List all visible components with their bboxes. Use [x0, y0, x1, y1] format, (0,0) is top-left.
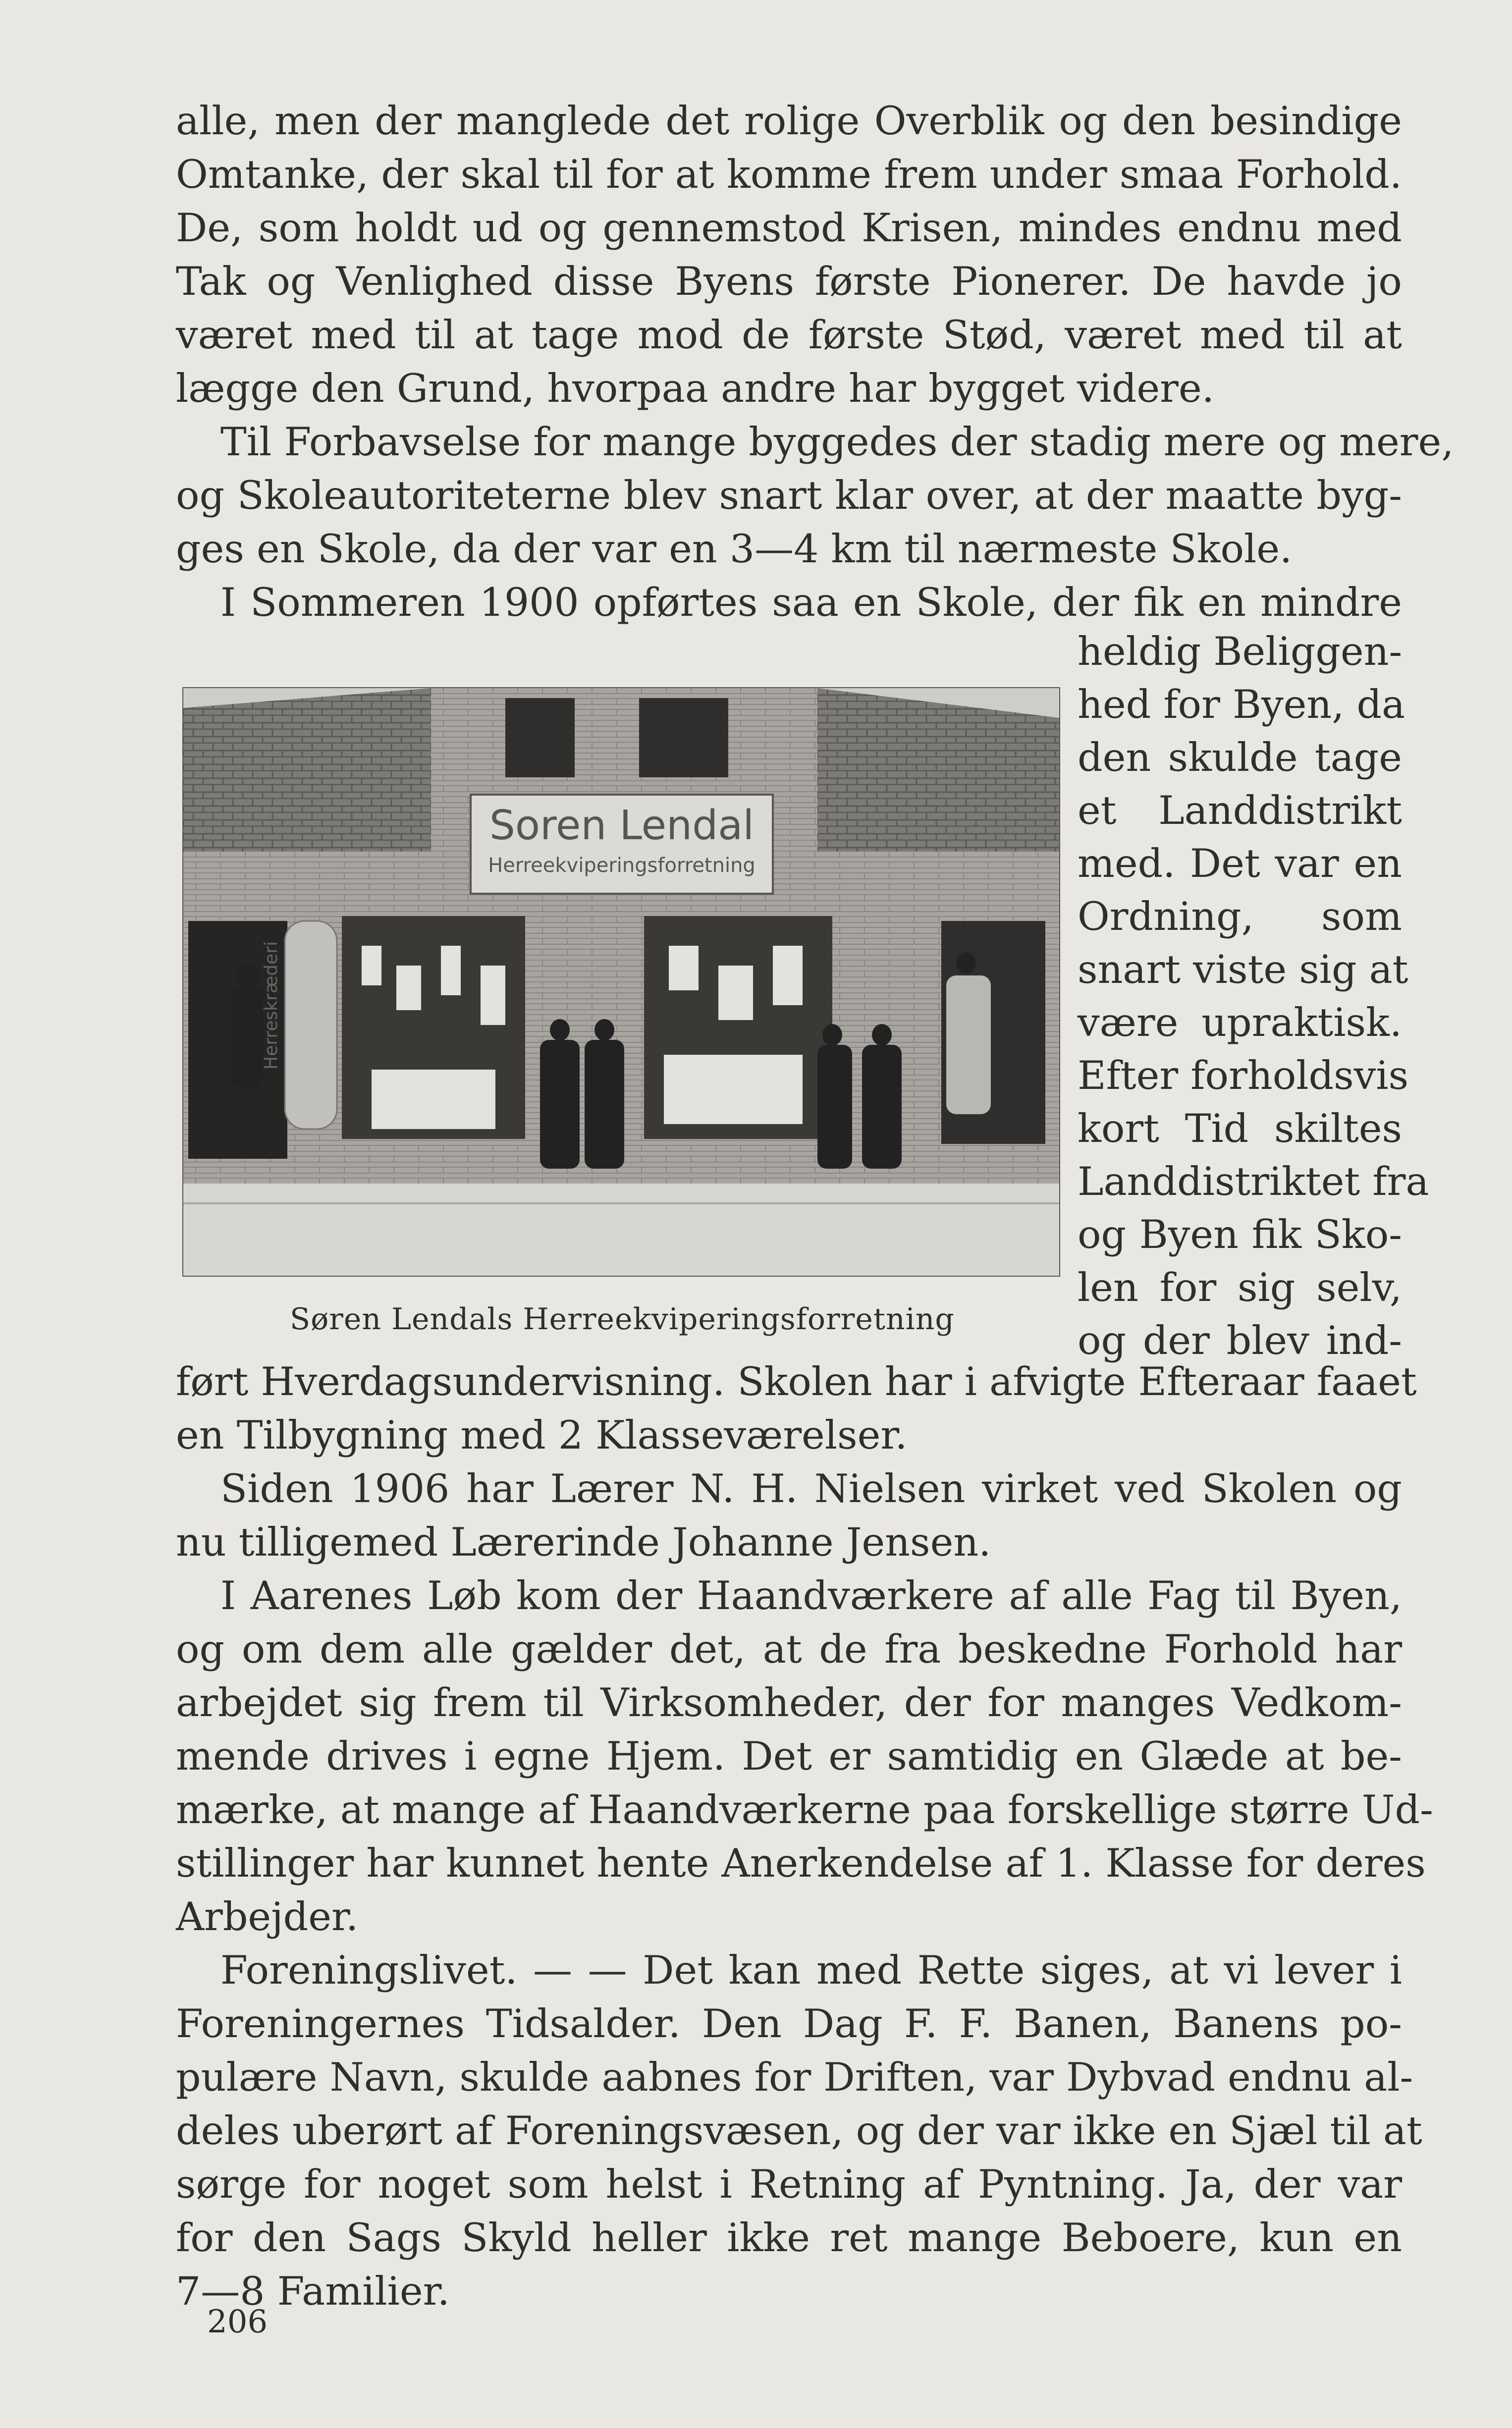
text-line: deles uberørt af Foreningsvæsen, og der var ikke en Sjæl til at: [176, 2108, 1422, 2154]
text-line: være upraktisk.: [1078, 1000, 1402, 1045]
text-line: Tak og Venlighed disse Byens første Pionerer. De havde jo: [176, 259, 1402, 304]
shop-photo-illustration: [183, 688, 1059, 1276]
text-line: Efter forholdsvis: [1078, 1053, 1409, 1098]
text-line: I Sommeren 1900 opførtes saa en Skole, der fik en mindre: [220, 580, 1402, 625]
text-line: Arbejder.: [176, 1894, 359, 1940]
door-sign: Herreskræderi: [261, 941, 281, 1070]
text-line: alle, men der manglede det rolige Overblik og den besindige: [176, 98, 1402, 144]
text-line: 7—8 Familier.: [176, 2268, 450, 2314]
photo-caption: Søren Lendals Herreekviperingsforretning: [290, 1302, 955, 1337]
shop-photograph: [182, 687, 1060, 1277]
text-line: mende drives i egne Hjem. Det er samtidig en Glæde at be-: [176, 1733, 1402, 1779]
text-line: og om dem alle gælder det, at de fra beskedne Forhold har: [176, 1626, 1402, 1672]
text-line: og Skoleautoriteterne blev snart klar over, at der maatte byg-: [176, 473, 1402, 518]
text-line: og Byen fik Sko-: [1078, 1212, 1402, 1257]
text-line: lægge den Grund, hvorpaa andre har bygget videre.: [176, 366, 1214, 411]
text-line: snart viste sig at: [1078, 947, 1408, 992]
text-line: I Aarenes Løb kom der Haandværkere af alle Fag til Byen,: [220, 1573, 1402, 1619]
text-line: været med til at tage mod de første Stød, været med til at: [176, 312, 1402, 358]
text-line: sørge for noget som helst i Retning af Pyntning. Ja, der var: [176, 2161, 1402, 2207]
text-line: den skulde tage: [1078, 735, 1402, 780]
text-line: hed for Byen, da: [1078, 682, 1405, 727]
text-line: Siden 1906 har Lærer N. H. Nielsen virket ved Skolen og: [220, 1466, 1402, 1511]
text-line: Foreningernes Tidsalder. Den Dag F. F. Banen, Banens po-: [176, 2001, 1402, 2047]
text-line: stillinger har kunnet hente Anerkendelse af 1. Klasse for deres: [176, 1840, 1426, 1886]
text-line: ges en Skole, da der var en 3—4 km til nærmeste Skole.: [176, 526, 1293, 572]
text-line: og der blev ind-: [1078, 1318, 1402, 1363]
text-line: med. Det var en: [1078, 841, 1402, 886]
text-line: len for sig selv,: [1078, 1265, 1402, 1310]
text-line: arbejdet sig frem til Virksomheder, der for manges Vedkom-: [176, 1680, 1402, 1726]
text-line: for den Sags Skyld heller ikke ret mange Beboere, kun en: [176, 2215, 1402, 2261]
text-line: heldig Beliggen-: [1078, 629, 1403, 674]
text-line: Omtanke, der skal til for at komme frem under smaa Forhold.: [176, 152, 1402, 197]
text-block-top: [176, 94, 1454, 629]
text-line: mærke, at mange af Haandværkerne paa forskellige større Ud-: [176, 1787, 1433, 1833]
text-line: Ordning, som: [1078, 894, 1402, 939]
text-line: Landdistriktet fra: [1078, 1159, 1429, 1204]
text-line: Til Forbavselse for mange byggedes der stadig mere og mere,: [220, 419, 1454, 465]
text-line: ført Hverdagsundervisning. Skolen har i afvigte Efteraar faaet: [176, 1359, 1417, 1404]
text-line: De, som holdt ud og gennemstod Krisen, mindes endnu med: [176, 205, 1402, 251]
shop-sign-name: Soren Lendal: [489, 802, 755, 849]
text-line: pulære Navn, skulde aabnes for Driften, var Dybvad endnu al-: [176, 2054, 1413, 2100]
text-line: Foreningslivet. — — Det kan med Rette siges, at vi lever i: [220, 1947, 1402, 1993]
text-line: kort Tid skiltes: [1078, 1106, 1402, 1151]
text-block-bottom: [176, 1355, 1433, 2318]
text-block-side: [1078, 625, 1429, 1367]
text-line: en Tilbygning med 2 Klasseværelser.: [176, 1412, 908, 1458]
page-number: 206: [207, 2304, 268, 2340]
text-line: nu tilligemed Lærerinde Johanne Jensen.: [176, 1519, 991, 1565]
shop-sign-subtitle: Herreekviperingsforretning: [488, 854, 756, 877]
text-line: et Landdistrikt: [1078, 788, 1402, 833]
